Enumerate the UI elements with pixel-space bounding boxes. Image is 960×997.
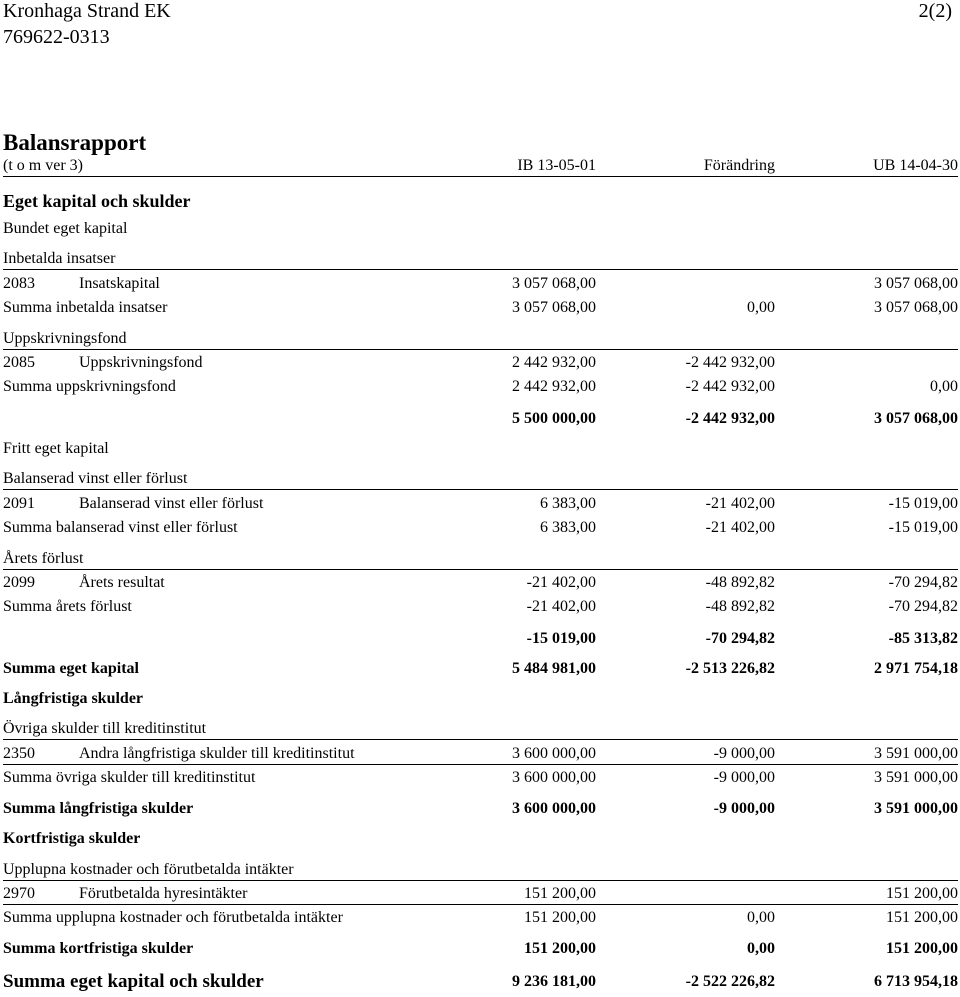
row-label: Balanserad vinst eller förlust [3,470,188,487]
page-number: 2(2) [918,0,952,22]
row-label: Inbetalda insatser [3,250,116,267]
account-number: 2083 [3,275,35,292]
ub-value: 151 200,00 [886,885,958,902]
row-label: Summa eget kapital och skulder [3,971,264,992]
row-label: Årets förlust [3,550,84,567]
row-label: Summa långfristiga skulder [3,800,194,817]
ub-value: 0,00 [930,378,958,395]
sum-row [3,769,958,793]
section-eget-kapital-och-skulder [3,191,958,215]
ub-value: 2 971 754,18 [874,660,958,677]
change-value: 0,00 [747,940,775,957]
row-label: Övriga skulder till kreditinstitut [3,720,207,737]
header-rule [3,176,958,177]
ib-value: 2 442 932,00 [512,354,596,371]
subgroup-balanserad [3,470,958,494]
report-title: Balansrapport [3,130,147,155]
ub-value: 3 591 000,00 [874,769,958,786]
row-label: Summa upplupna kostnader och förutbetalda intäkter [3,909,343,926]
period-label: (t o m ver 3) [3,157,83,174]
summa-eget-kapital-row [3,660,958,684]
change-value: -2 442 932,00 [685,354,775,371]
ub-value: -85 313,82 [888,630,958,647]
sum-row [3,598,958,622]
account-name: Insatskapital [79,275,160,292]
rule [3,904,958,905]
rule [3,764,958,765]
account-name: Balanserad vinst eller förlust [79,495,264,512]
ub-value: 3 057 068,00 [874,410,958,427]
change-value: 0,00 [747,909,775,926]
account-row [3,574,958,598]
ub-value: 151 200,00 [886,909,958,926]
rule [3,880,958,881]
grand-total-row [3,971,958,997]
change-value: -9 000,00 [713,800,775,817]
ib-value: 3 057 068,00 [512,299,596,316]
sum-row [3,299,958,323]
ub-value: 3 057 068,00 [874,299,958,316]
rule [3,489,958,490]
ub-value: 3 057 068,00 [874,275,958,292]
row-label: Summa kortfristiga skulder [3,940,194,957]
change-value: -9 000,00 [713,769,775,786]
row-label: Uppskrivningsfond [3,330,127,347]
account-row [3,495,958,519]
account-number: 2350 [3,745,35,762]
change-value: -48 892,82 [705,598,775,615]
row-label: Bundet eget kapital [3,220,128,237]
col-ub-header: UB 14-04-30 [873,157,958,174]
ub-value: 151 200,00 [886,940,958,957]
ub-value: 3 591 000,00 [874,745,958,762]
change-value: -9 000,00 [713,745,775,762]
account-name: Årets resultat [79,574,165,591]
ib-value: 151 200,00 [524,940,596,957]
sum-row [3,378,958,402]
rule [3,739,958,740]
rule [3,569,958,570]
ib-value: 3 600 000,00 [512,769,596,786]
ib-value: 5 484 981,00 [512,660,596,677]
change-value: -2 522 226,82 [685,973,775,990]
change-value: -2 513 226,82 [685,660,775,677]
col-ib-header: IB 13-05-01 [517,157,596,174]
rule [3,349,958,350]
ib-value: 3 600 000,00 [512,800,596,817]
change-value: -2 442 932,00 [685,410,775,427]
row-label: Summa uppskrivningsfond [3,378,176,395]
total-bundet-row [3,410,958,434]
summa-langfristiga-row [3,800,958,824]
row-label: Summa övriga skulder till kreditinstitut [3,769,256,786]
account-name: Andra långfristiga skulder till kreditinstitut [79,745,355,762]
change-value: -2 442 932,00 [685,378,775,395]
ub-value: 6 713 954,18 [874,973,958,990]
rule [3,269,958,270]
change-value: -21 402,00 [705,495,775,512]
account-row [3,275,958,299]
ub-value: -15 019,00 [888,495,958,512]
account-number: 2091 [3,495,35,512]
summa-kortfristiga-row [3,940,958,964]
company-name: Kronhaga Strand EK [3,0,171,22]
ib-value: 3 600 000,00 [512,745,596,762]
ib-value: 2 442 932,00 [512,378,596,395]
row-label: Långfristiga skulder [3,690,144,707]
account-row [3,745,958,769]
account-row [3,885,958,909]
change-value: 0,00 [747,299,775,316]
column-header-row [3,157,958,181]
account-number: 2970 [3,885,35,902]
row-label: Summa inbetalda insatser [3,299,168,316]
change-value: -21 402,00 [705,519,775,536]
change-value: -48 892,82 [705,574,775,591]
ib-value: 6 383,00 [540,495,596,512]
account-number: 2099 [3,574,35,591]
ib-value: 6 383,00 [540,519,596,536]
row-label: Fritt eget kapital [3,440,109,457]
change-value: -70 294,82 [705,630,775,647]
subgroup-uppskrivningsfond [3,330,958,354]
ub-value: 3 591 000,00 [874,800,958,817]
group-bundet-eget-kapital [3,220,958,244]
row-label: Upplupna kostnader och förutbetalda intäkter [3,861,294,878]
subgroup-upplupna [3,861,958,885]
row-label: Summa årets förlust [3,598,132,615]
ib-value: -15 019,00 [526,630,596,647]
ub-value: -15 019,00 [888,519,958,536]
ib-value: 3 057 068,00 [512,275,596,292]
ib-value: -21 402,00 [526,598,596,615]
account-name: Uppskrivningsfond [79,354,203,371]
ub-value: -70 294,82 [888,574,958,591]
sum-row [3,909,958,933]
account-name: Förutbetalda hyresintäkter [79,885,248,902]
subgroup-arets-forlust [3,550,958,574]
section-langfristiga-skulder [3,690,958,714]
col-change-header: Förändring [703,157,775,174]
org-number: 769622-0313 [3,26,110,48]
total-fritt-row [3,630,958,654]
ib-value: 9 236 181,00 [512,973,596,990]
group-fritt-eget-kapital [3,440,958,464]
ib-value: 5 500 000,00 [512,410,596,427]
subgroup-inbetalda-insatser [3,250,958,274]
row-label: Kortfristiga skulder [3,830,141,847]
account-row [3,354,958,378]
ib-value: 151 200,00 [524,885,596,902]
sum-row [3,519,958,543]
row-label: Eget kapital och skulder [3,191,191,211]
row-label: Summa eget kapital [3,660,139,677]
ub-value: -70 294,82 [888,598,958,615]
ib-value: 151 200,00 [524,909,596,926]
section-kortfristiga-skulder [3,830,958,854]
account-number: 2085 [3,354,35,371]
ib-value: -21 402,00 [526,574,596,591]
subgroup-ovriga-skulder [3,720,958,744]
row-label: Summa balanserad vinst eller förlust [3,519,238,536]
